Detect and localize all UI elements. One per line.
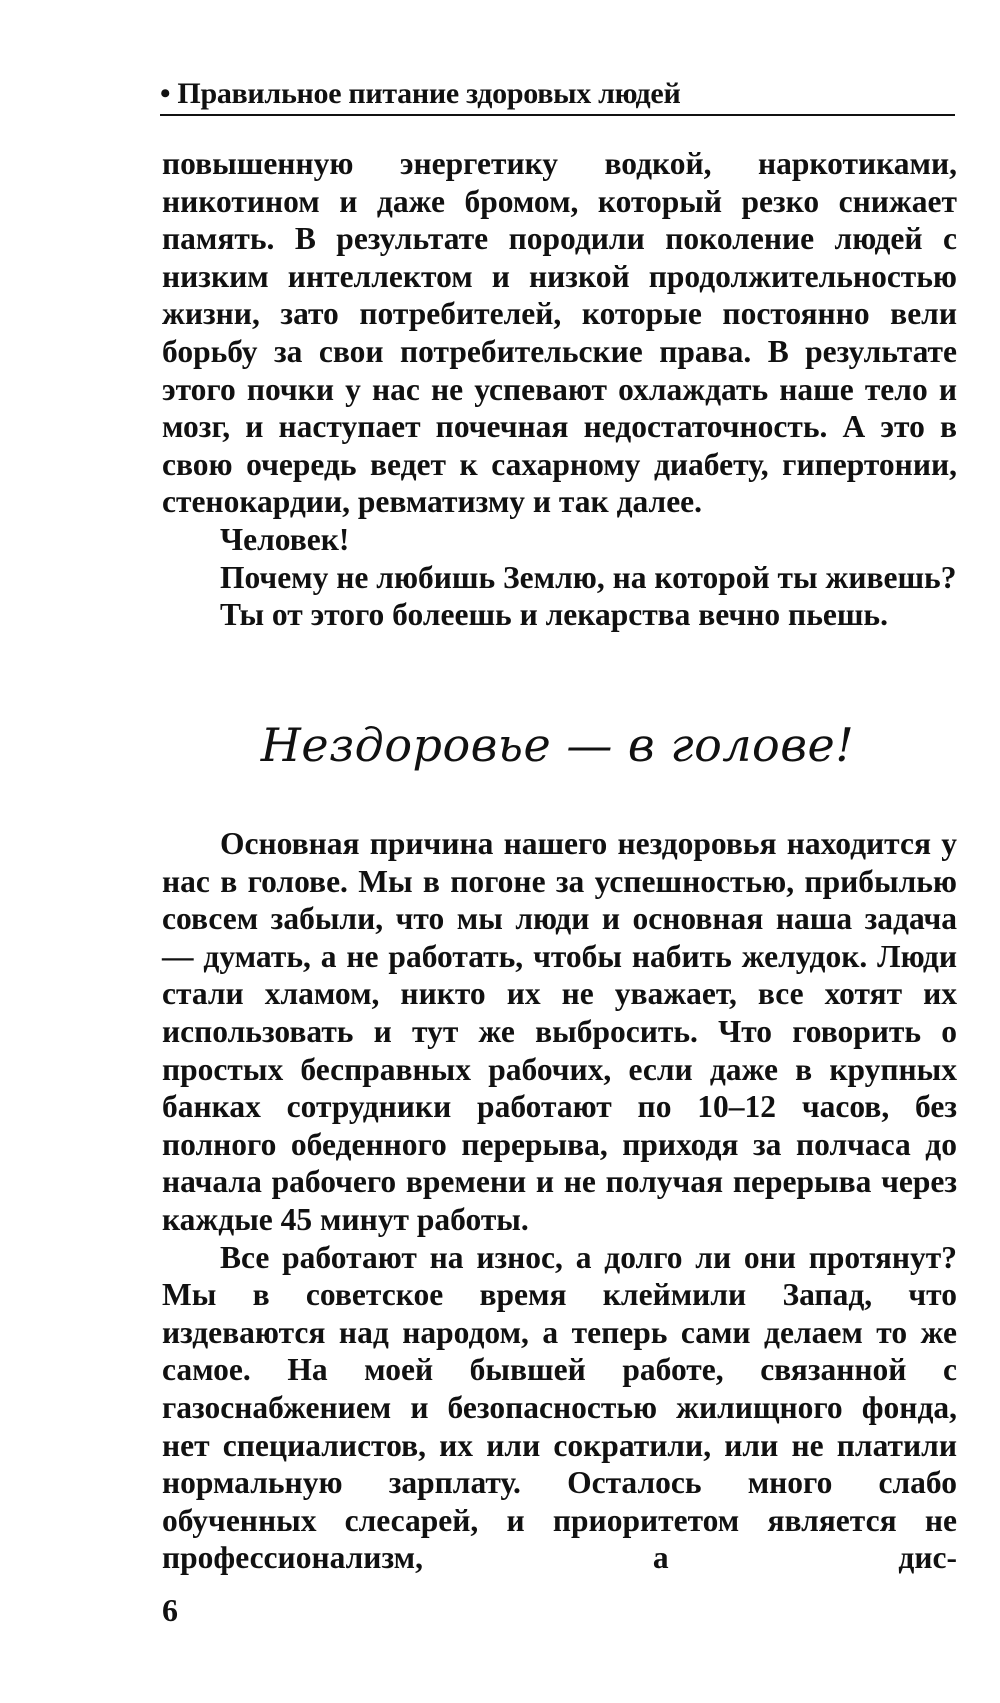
text-block-top xyxy=(162,145,957,634)
running-head: • Правильное питание здоровых людей xyxy=(160,77,681,110)
paragraph: Основная причина нашего нездоровья находится у нас в голове. Мы в погоне за успешностью, прибылью совсем забыли, что мы люди и основная наша задача — думать, а не работать, чтобы набить желудок. Люди стали хламом, никто их не уважает, все хотят их использовать и тут же выбросить. Что говорить о простых бесправных рабочих, если даже в крупных банках сотрудники работают по 10–12 часов, без полного обеденного перерыва, приходя за полчаса до начала рабочего времени и не получая перерыва через каждые 45 минут работы. xyxy=(162,826,957,1237)
page-number: 6 xyxy=(162,1592,178,1628)
paragraph: Человек! xyxy=(220,521,350,557)
text-block-bottom xyxy=(162,825,957,1577)
header-rule xyxy=(160,114,955,116)
paragraph: Все работают на износ, а долго ли они протянут? Мы в советское время клеймили Запад, что издеваются над народом, а теперь сами делаем то же самое. На моей бывшей работе, связанной с газоснабжением и безопасностью жилищного фонда, нет специалистов, их или сократили, или не платили нормальную зарплату. Осталось много слабо обученных слесарей, и приоритетом является не профессионализм, а дис- xyxy=(162,1239,957,1576)
paragraph: Почему не любишь Землю, на которой ты живешь? xyxy=(220,559,957,595)
section-heading: Нездоровье — в голове! xyxy=(260,718,855,772)
paragraph: Ты от этого болеешь и лекарства вечно пьешь. xyxy=(220,597,888,633)
paragraph: повышенную энергетику водкой, наркотиками, никотином и даже бромом, который резко снижает память. В результате породили поколение людей с низким интеллектом и низкой продолжительностью жизни, зато потребителей, которые постоянно вели борьбу за свои потребительские права. В результате этого почки у нас не успевают охлаждать наше тело и мозг, и наступает почечная недостаточность. А это в свою очередь ведет к сахарному диабету, гипертонии, стенокардии, ревматизму и так далее. xyxy=(162,146,957,520)
